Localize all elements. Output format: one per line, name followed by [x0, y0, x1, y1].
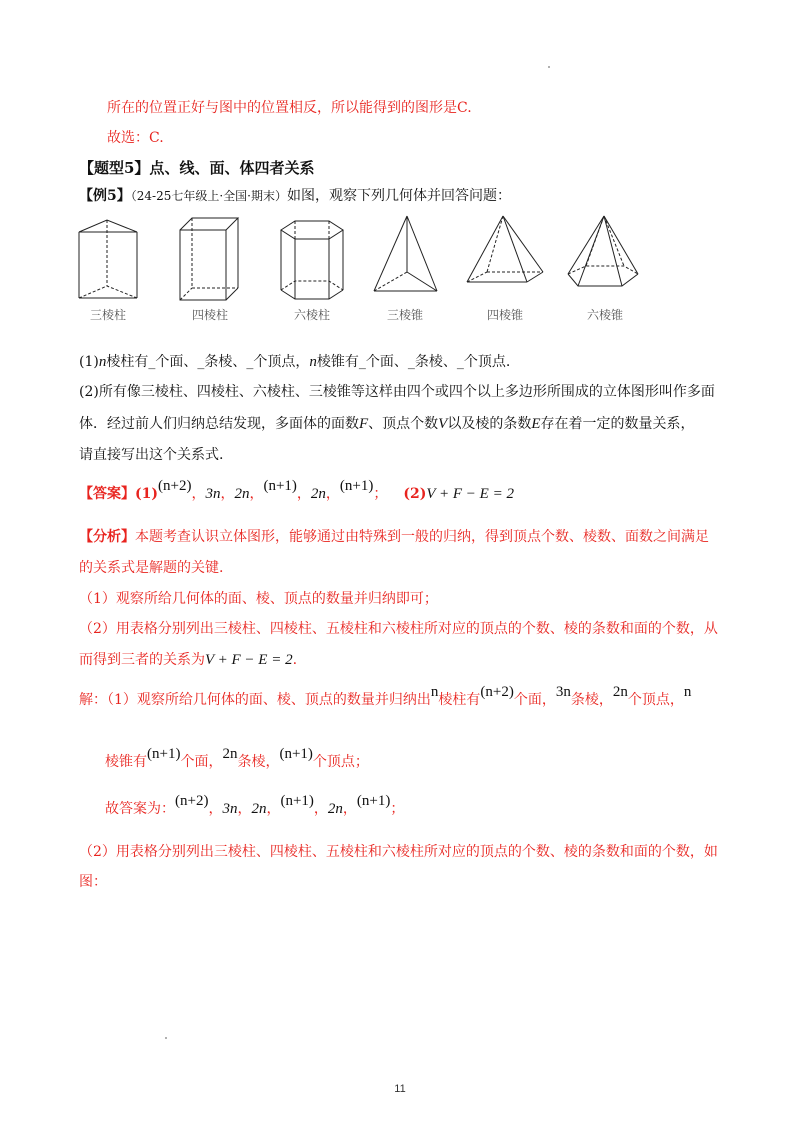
- solution-text: 解：（1）观察所给几何体的面、棱、顶点的数量并归纳出: [79, 692, 431, 708]
- q2-var-E: E: [531, 416, 541, 432]
- solution-text: 个顶点；: [312, 754, 369, 770]
- hexagonal-pyramid-figure: [562, 214, 642, 290]
- stray-dot: [548, 66, 550, 68]
- sep: ，: [249, 486, 264, 502]
- answer-part-1: (1): [135, 486, 158, 502]
- solution-line-1: [79, 686, 691, 714]
- solution-text: 棱锥有: [105, 754, 147, 770]
- solution-text: 个面，: [180, 754, 223, 770]
- solution-value: 3n: [555, 684, 571, 700]
- solution-text: 条棱，: [237, 754, 280, 770]
- analysis-label: 【分析】: [79, 529, 135, 545]
- solution-text: 条棱，: [570, 692, 613, 708]
- solution-value: 2n: [251, 801, 267, 817]
- sep: ，: [220, 486, 235, 502]
- analysis-line-3: （1）观察所给几何体的面、棱、顶点的数量并归纳即可；: [79, 591, 438, 607]
- shape-label: 六棱柱: [293, 308, 330, 322]
- solution-value: 2n: [327, 801, 343, 817]
- q2-text-c: 以及棱的条数: [447, 416, 532, 432]
- question-1: [79, 352, 510, 372]
- answer-value: (n+1): [263, 478, 297, 494]
- question-2-line-1: (2)所有像三棱柱、四棱柱、六棱柱、三棱锥等这样由四个或四个以上多边形所围成的立体图形叫作多面: [79, 384, 715, 400]
- solution-line-3: [105, 795, 404, 823]
- sep: ，: [208, 801, 223, 817]
- triangular-prism-figure: [73, 218, 143, 302]
- analysis-line-1: [79, 527, 709, 547]
- solution-text: 个顶点，: [627, 692, 684, 708]
- solution-value: (n+2): [480, 684, 514, 700]
- question-2-line-3: 请直接写出这个关系式.: [79, 447, 224, 463]
- solution-value: 3n: [222, 801, 238, 817]
- solution-value: (n+1): [356, 793, 391, 809]
- analysis-formula: V + F − E = 2: [205, 652, 293, 668]
- q1-var-n2: n: [309, 354, 317, 370]
- analysis-text: 本题考查认识立体图形，能够通过由特殊到一般的归纳，得到顶点个数、棱数、面数之间满足: [135, 529, 709, 545]
- sep: ；: [390, 801, 405, 817]
- shape-label: 三棱柱: [89, 308, 126, 322]
- solution-value: 2n: [222, 746, 238, 762]
- example-label: 【例5】: [79, 188, 131, 204]
- intro-line-2: 故选：C.: [107, 130, 164, 146]
- solution-value: (n+1): [279, 746, 313, 762]
- solution-text: 棱柱有: [438, 692, 481, 708]
- example-source: （24-25七年级上·全国·期末）: [130, 189, 287, 203]
- q1-number: (1): [79, 354, 99, 370]
- solution-value: (n+2): [175, 793, 209, 809]
- intro-line-1: 所在的位置正好与图中的位置相反，所以能得到的图形是C.: [107, 100, 472, 116]
- answer-part-2: (2): [403, 486, 427, 502]
- sep: ，: [191, 486, 206, 502]
- stray-dot: [165, 1037, 167, 1039]
- q2-text-b: 、顶点个数: [368, 416, 439, 432]
- shape-label: 四棱锥: [486, 308, 523, 322]
- solution-value: (n+1): [280, 793, 314, 809]
- hexagonal-prism-figure: [277, 218, 349, 302]
- answer-line: [79, 480, 514, 508]
- answer-value: 3n: [205, 486, 221, 502]
- q2-var-V: V: [438, 416, 448, 432]
- analysis-period: .: [292, 652, 298, 668]
- solution-var: n: [683, 684, 692, 700]
- solution-line-4: （2）用表格分别列出三棱柱、四棱柱、五棱柱和六棱柱所对应的顶点的个数、棱的条数和面的个数，如: [79, 844, 718, 860]
- q1-text-pyramid: 棱锥有_个面、_条棱、_个顶点.: [316, 354, 511, 370]
- example-header: [79, 186, 511, 206]
- triangular-pyramid-figure: [371, 214, 441, 294]
- answer-label: 【答案】: [79, 486, 135, 502]
- square-pyramid-figure: [465, 214, 545, 286]
- shape-label: 四棱柱: [191, 308, 228, 322]
- answer-value: 2n: [310, 486, 326, 502]
- q1-var-n: n: [98, 354, 107, 370]
- question-2-line-2: [79, 414, 695, 434]
- analysis-line-4: （2）用表格分别列出三棱柱、四棱柱、五棱柱和六棱柱所对应的顶点的个数、棱的条数和面的个数，从: [79, 621, 718, 637]
- analysis-line-2: 的关系式是解题的关键.: [79, 560, 224, 576]
- q1-text-prism: 棱柱有_个面、_条棱、_个顶点，: [106, 354, 310, 370]
- solution-value: (n+1): [147, 746, 181, 762]
- q2-text-d: 存在着一定的数量关系，: [540, 416, 695, 432]
- q2-text-a: 体．经过前人们归纳总结发现，多面体的面数: [79, 416, 359, 432]
- square-prism-figure: [178, 216, 240, 302]
- analysis-line-5: [79, 650, 297, 670]
- solution-text: 故答案为：: [105, 801, 175, 817]
- sep: ，: [325, 486, 340, 502]
- solution-var: n: [430, 684, 439, 700]
- page-number: 11: [394, 1083, 406, 1095]
- solution-line-5: 图：: [79, 874, 107, 890]
- solution-value: 2n: [612, 684, 628, 700]
- analysis-text: 而得到三者的关系为: [79, 652, 205, 668]
- section-title: 【题型5】点、线、面、体四者关系: [79, 159, 315, 177]
- answer-value: (n+1): [339, 478, 374, 494]
- sep: ，: [342, 801, 357, 817]
- shape-label: 三棱锥: [386, 308, 423, 322]
- solution-line-2: [105, 748, 369, 776]
- sep: ，: [296, 486, 311, 502]
- answer-formula: V + F − E = 2: [426, 486, 514, 502]
- shape-label: 六棱锥: [586, 308, 623, 322]
- sep: ；: [373, 486, 388, 502]
- answer-value: (n+2): [158, 478, 192, 494]
- sep: ，: [266, 801, 281, 817]
- answer-value: 2n: [234, 486, 250, 502]
- sep: ，: [237, 801, 252, 817]
- example-text: 如图，观察下列几何体并回答问题：: [286, 188, 511, 204]
- sep: ，: [313, 801, 328, 817]
- q2-var-F: F: [359, 416, 369, 432]
- solution-text: 个面，: [513, 692, 556, 708]
